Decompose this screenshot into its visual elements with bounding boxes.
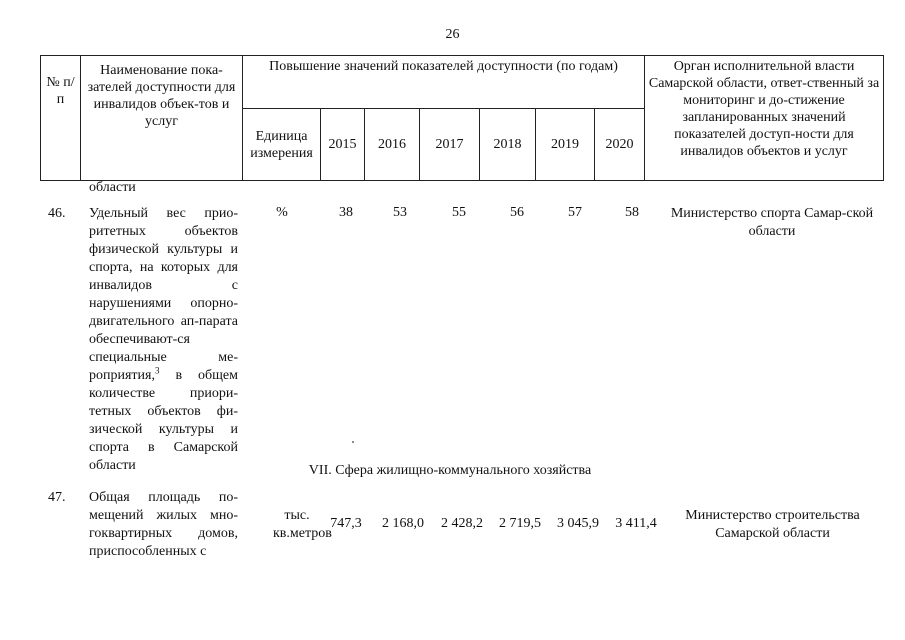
header-year: 2020	[595, 109, 645, 181]
section-title: VII. Сфера жилищно-коммунального хозяйства	[308, 463, 592, 478]
row-value: 2 168,0	[382, 516, 424, 531]
row-value: 38	[339, 205, 353, 220]
row-value: 53	[393, 205, 407, 220]
row-organ: Министерство строительства Самарской области	[685, 508, 860, 541]
row-value: 747,3	[330, 516, 362, 531]
row-number: 47.	[48, 490, 66, 505]
row-value: 2 719,5	[499, 516, 541, 531]
header-year: 2019	[536, 109, 595, 181]
page-number: 26	[445, 27, 460, 42]
row-name-text: Удельный вес прио-ритетных объектов физической культуры и спорта, на которых для инвалидов с нарушениями опорно-двигательного ап-парата обеспечивают-ся специальные ме-роприятия,	[89, 206, 238, 383]
footnote-mark: 3	[154, 365, 160, 376]
row-unit: %	[276, 205, 288, 220]
row-name	[89, 205, 238, 475]
row-organ: Министерство спорта Самар-ской области	[670, 206, 874, 239]
row-value: 58	[625, 205, 639, 220]
continuation-text: области	[89, 180, 136, 195]
row-unit: тыс. кв.метров	[273, 508, 332, 541]
header-name: Наименование пока-зателей доступности для инвалидов объек-тов и услуг	[81, 56, 243, 181]
scan-speck	[352, 441, 354, 443]
row-value: 3 045,9	[557, 516, 599, 531]
header-year: 2017	[420, 109, 480, 181]
header-num: № п/п	[41, 56, 81, 181]
row-name: Общая площадь по-мещений жилых мно-гоквартирных домов, приспособленных с	[89, 490, 238, 559]
row-value: 2 428,2	[441, 516, 483, 531]
header-organ: Орган исполнительной власти Самарской области, ответ-ственный за мониторинг и до-стижение запланированных значений показателей доступ-ности для инвалидов объектов и услуг	[645, 56, 884, 181]
header-increase: Повышение значений показателей доступности (по годам)	[243, 56, 645, 109]
table-header	[40, 55, 884, 181]
row-value: 57	[568, 205, 582, 220]
header-year: 2018	[480, 109, 536, 181]
row-name-tail: в общем количестве приори-тетных объектов фи-зической культуры и спорта в Самарской области	[89, 368, 238, 473]
row-value: 3 411,4	[615, 516, 657, 531]
header-year: 2016	[365, 109, 420, 181]
header-year: 2015	[321, 109, 365, 181]
row-number: 46.	[48, 206, 66, 221]
row-value: 56	[510, 205, 524, 220]
row-value: 55	[452, 205, 466, 220]
header-unit: Единица измерения	[243, 109, 321, 181]
